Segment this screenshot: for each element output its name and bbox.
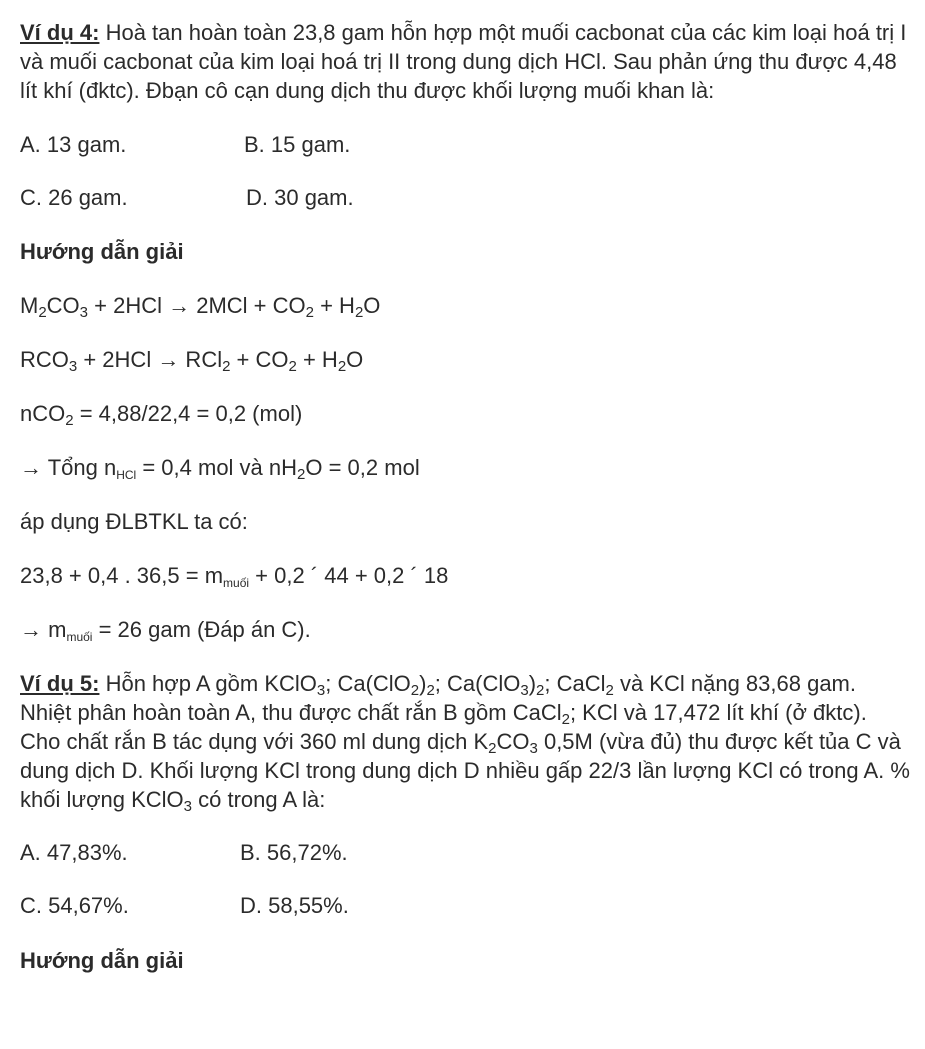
example-5-option-b: B. 56,72%. bbox=[240, 840, 348, 865]
example-5-option-a: A. 47,83%. bbox=[20, 840, 128, 865]
equation-line-7: → mmuối = 26 gam (Đáp án C). bbox=[20, 617, 311, 644]
example-4-solution-heading: Hướng dẫn giải bbox=[20, 239, 184, 264]
equation-line-6: 23,8 + 0,4 . 36,5 = mmuối + 0,2 ´ 44 + 0,2 ´ 18 bbox=[20, 563, 449, 590]
example-4-option-d: D. 30 gam. bbox=[246, 185, 354, 210]
example-4-label: Ví dụ 4: bbox=[20, 20, 100, 45]
equation-line-1: $M_2CO_3 + 2HCl \to 2MCl + CO_2 + H_2O$ bbox=[20, 293, 381, 321]
equation-line-3: nCO$_2$ = 4,88/22,4 = 0,2 (mol) bbox=[20, 401, 303, 429]
example-4-question bbox=[20, 18, 910, 105]
example-5-option-c: C. 54,67%. bbox=[20, 893, 129, 918]
equation-line-4: → Tổng nHCl = 0,4 mol và $nH_2O = 0,2$ mol bbox=[20, 455, 420, 483]
equation-line-5: áp dụng ĐLBTKL ta có: bbox=[20, 509, 248, 534]
example-4-option-c: C. 26 gam. bbox=[20, 185, 128, 210]
example-5-options-row-1 bbox=[20, 838, 910, 867]
example-5-question: Ví dụ 5: Hỗn hợp A gồm KClO$_3$; $Ca(ClO_2)_2$; $Ca(ClO_3)_2$; CaCl$_2$ và KCl nặng 83,68 gam. Nhiệt phân hoàn toàn A, thu được chất rắn B gồm CaCl$_2$; KCl và 17,472 lít khí (ở đktc). Cho chất rắn B tác dụng với 360 ml dung dịch $K_2CO_3$ 0,5M (vừa đủ) thu được kết tủa C và dung dịch D. Khối lượng KCl trong dung dịch D nhiều gấp 22/3 lần lượng KCl có trong A. % khối lượng KClO$_3$ có trong A là: bbox=[20, 671, 910, 815]
example-4-option-b: B. 15 gam. bbox=[244, 132, 351, 157]
example-4-question-text: Hoà tan hoàn toàn 23,8 gam hỗn hợp một muối cacbonat của các kim loại hoá trị I và muối cacbonat của kim loại hoá trị II trong dung dịch HCl. Sau phản ứng thu được 4,48 lít khí (đktc). Đbạn cô cạn dung dịch thu được khối lượng muối khan là: bbox=[20, 20, 907, 103]
example-5-label: Ví dụ 5: bbox=[20, 671, 100, 696]
equation-line-2: $RCO_3 + 2HCl \to RCl_2 + CO_2 + H_2O$ bbox=[20, 347, 364, 375]
example-4-option-a: A. 13 gam. bbox=[20, 132, 127, 157]
example-5-options-row-2 bbox=[20, 891, 910, 920]
example-4-options-row-2 bbox=[20, 183, 910, 212]
example-5-solution-heading: Hướng dẫn giải bbox=[20, 948, 184, 973]
document-page bbox=[20, 18, 910, 975]
example-4-options-row-1 bbox=[20, 130, 910, 159]
example-5-option-d: D. 58,55%. bbox=[240, 893, 349, 918]
